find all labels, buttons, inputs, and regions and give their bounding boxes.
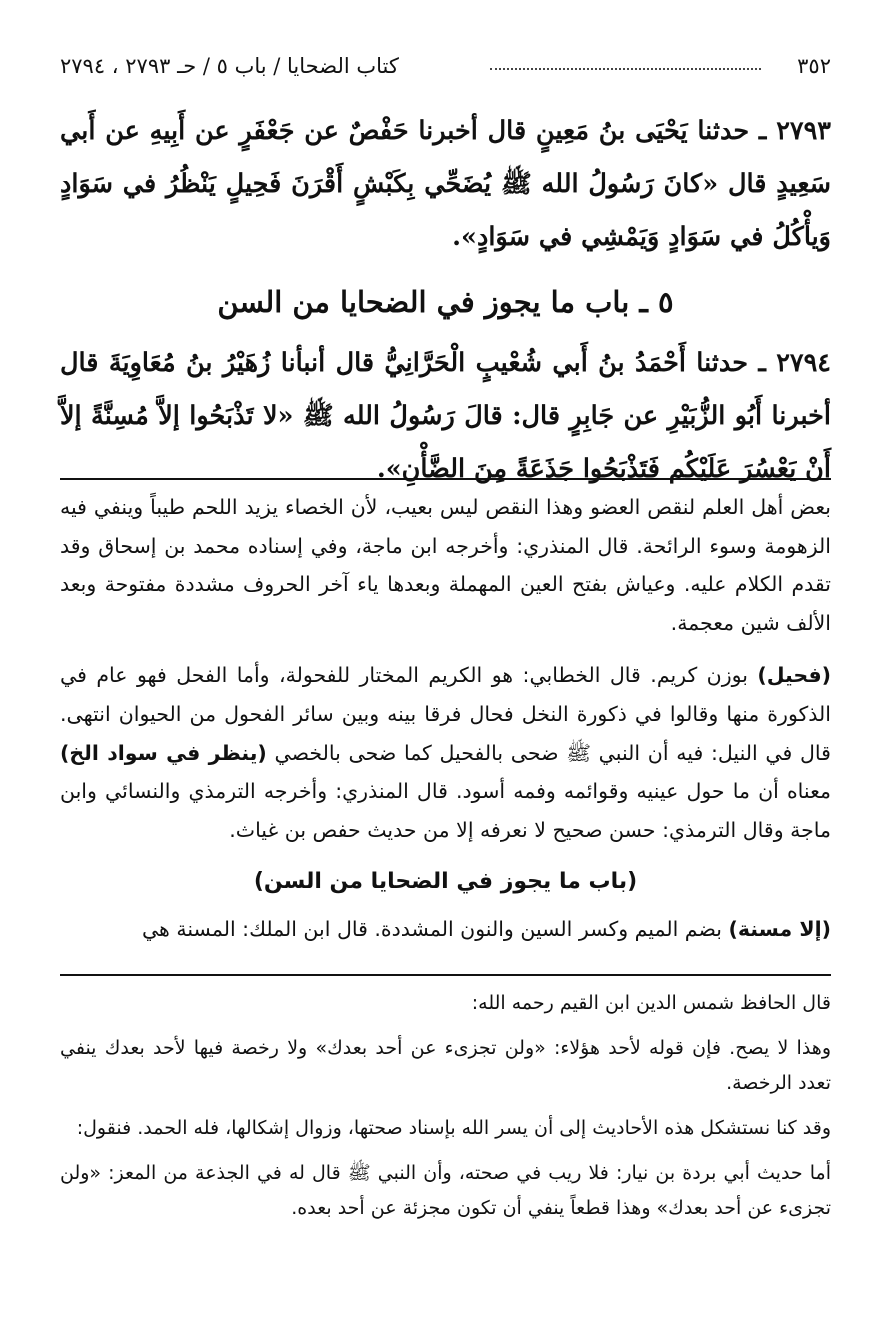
page-number: ٣٥٢ [797,54,831,78]
commentary-paragraph: بعض أهل العلم لنقص العضو وهذا النقص ليس بعيب، لأن الخصاء يزيد اللحم طيباً وينفي فيه الزهومة وسوء الرائحة. قال المنذري: وأخرجه ابن ماجة، وفي إسناده محمد بن إسحاق وقد تقدم الكلام عليه. وعياش بفتح العين المهملة وبعدها ياء آخر الحروف مشددة مفتوحة وبعد الألف شين معجمة. [60,495,831,635]
chapter-title: ٥ ـ باب ما يجوز في الضحايا من السن [217,285,674,319]
hadith-2794 [60,337,831,496]
page-header [60,54,831,88]
commentary-term: (فحيل) [757,663,831,688]
hadith-2793 [60,105,831,264]
hadith-text-block [60,105,831,496]
hadith-number: ٢٧٩٣ [776,116,831,146]
hadith-body: ـ حدثنا يَحْيَى بنُ مَعِينٍ قال أخبرنا حَفْصٌ عن جَعْفَرٍ عن أَبِيهِ عن أَبي سَعِيدٍ قال «كانَ رَسُولُ الله ﷺ يُضَحِّي بِكَبْشٍ أَقْرَنَ فَحِيلٍ يَنْظُرُ في سَوَادٍ وَيأْكُلُ في سَوَادٍ وَيَمْشِي في سَوَادٍ». [60,116,831,252]
commentary-text: بوزن كريم. قال الخطابي: هو الكريم المختار للفحولة، وأما الفحل فهو عام في الذكورة منها وقالوا في ذكورة النخل فحال فرقا بينه وبين سائر الفحول من الحيوان انتهى. قال في النيل: فيه أن النبي ﷺ ضحى بالفحيل كما ضحى بالخصي [60,663,831,765]
commentary-block [60,488,831,963]
section-divider [60,478,831,480]
ibn-qayyim-block [60,986,831,1236]
hadith-number: ٢٧٩٤ [776,348,831,378]
hadith-body: ـ حدثنا أَحْمَدُ بنُ أَبي شُعْيبٍ الْحَرَّانِيُّ قال أنبأنا زُهَيْرُ بنُ مُعَاوِيَةَ قال أخبرنا أَبُو الزُّبَيْرِ عن جَابِرٍ قال: قالَ رَسُولُ الله ﷺ «لا تَذْبَحُوا إلاَّ مُسِنَّةً إلاَّ أَنْ يَعْسُرَ عَلَيْكُم فَتَذْبَحُوا جَذَعَةً مِنَ الضَّأْنِ». [60,348,831,484]
ibn-qayyim-intro: قال الحافظ شمس الدين ابن القيم رحمه الله: [471,992,831,1014]
commentary-chapter-ref: (باب ما يجوز في الضحايا من السن) [253,869,638,895]
commentary-term: (ينظر في سواد الخ) [60,740,267,765]
ibn-qayyim-paragraph: وقد كنا نستشكل هذه الأحاديث إلى أن يسر الله بإسناد صحتها، وزوال إشكالها، فله الحمد. فنقول: [76,1117,831,1139]
ibn-qayyim-paragraph: أما حديث أبي بردة بن نيار: فلا ريب في صحته، وأن النبي ﷺ قال له في الجذعة من المعز: «ولن تجزىء عن أحد بعدك» وهذا قطعاً ينفي أن تكون مجزئة عن أحد بعده. [60,1162,831,1219]
commentary-text: معناه أن ما حول عينيه وقوائمه وفمه أسود. قال المنذري: وأخرجه الترمذي والنسائي وابن ماجة وقال الترمذي: حسن صحيح لا نعرفه إلا من حديث حفص بن غياث. [60,779,831,842]
ibn-qayyim-paragraph: وهذا لا يصح. فإن قوله لأحد هؤلاء: «ولن تجزىء عن أحد بعدك» ولا رخصة فيها لأحد بعدك ينفي تعدد الرخصة. [60,1037,831,1094]
running-head: كتاب الضحايا / باب ٥ / حـ ٢٧٩٣ ، ٢٧٩٤ [60,54,399,78]
commentary-paragraph [60,656,831,849]
commentary-term: (إلا مسنة) [728,916,831,941]
section-divider [60,974,831,976]
commentary-text: بضم الميم وكسر السين والنون المشددة. قال ابن الملك: المسنة هي [141,916,722,941]
commentary-paragraph [60,910,831,949]
header-dotted-leader [490,68,761,70]
